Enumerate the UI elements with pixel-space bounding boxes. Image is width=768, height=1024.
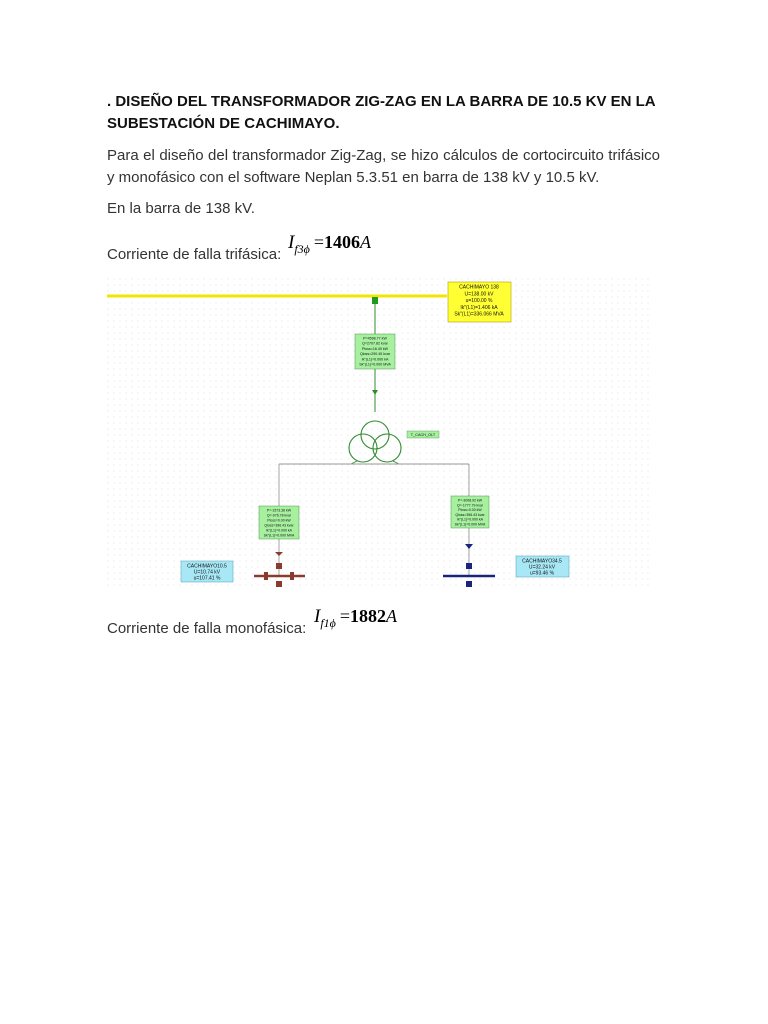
neplan-single-line-diagram [107,278,652,590]
bus_10_box-line: U=10.74 kV [193,569,221,576]
lv_result_box_left-line: Ik"(L1)=0.000 kA [265,528,293,533]
lv_result_box_right-line: Ik"(L1)=0.000 kA [456,517,484,522]
bus_34_box-line: U=32.24 kV [528,564,556,571]
bus_34_box-line: u=93.46 % [529,570,555,577]
lv_result_box_left-line: Ploss=0.00 kW [267,518,291,523]
hv-result-box[interactable] [355,334,395,369]
hv_result_box-line: Ploss=16.49 kW [361,346,389,351]
lv_result_box_left-line: Q=-976.78 kvar [266,513,292,518]
bus_138_box-line: Ik"(L1)=1.406 kA [460,304,498,311]
barra-text: En la barra de 138 kV. [107,200,255,217]
intro-paragraph: Para el diseño del transformador Zig-Zag, se hizo cálculos de cortocircuito trifásico y monofásico con el software Neplan 5.3.51 en barra de 138 kV y 10.5 kV. [107,147,660,186]
lv-right-breaker[interactable] [466,563,472,569]
lv_result_box_right-line: Q=-1777.79 kvar [456,503,484,508]
hv-breaker-node[interactable] [372,297,378,304]
bus_138_box-line: U=138.00 kV [464,291,494,298]
bus_34_box-line: CACHIMAYO34.5 [522,558,562,565]
lv_result_box_right-line: P=-3008.92 kW [457,498,483,503]
svg-text:T_CACH_OLT: T_CACH_OLT [410,433,436,438]
transformer-label-box [407,431,439,438]
lv_result_box_left-line: Qloss=396.43 kvar [264,523,294,528]
bus_138_box-line: CACHIMAYO 138 [459,284,499,291]
bus-34-info-box[interactable] [516,556,569,577]
bus-10-info-box[interactable] [181,561,233,582]
falla-monofasica-label: Corriente de falla monofásica: [107,620,307,637]
lv-left-breaker[interactable] [276,563,282,569]
bus-138-info-box[interactable] [448,282,511,322]
falla-trifasica-formula: $I_{f3\phi} =1406A$ [288,232,372,256]
section-heading: . DISEÑO DEL TRANSFORMADOR ZIG-ZAG EN LA BARRA DE 10.5 KV EN LA SUBESTACIÓN DE CACHIMAYO. [107,93,656,132]
hv_result_box-line: P=4598.77 kW [363,336,387,341]
falla-monofasica-formula: $I_{f1\phi} =1882A$ [314,606,398,630]
lv-left-result-box[interactable] [259,506,299,539]
hv_result_box-line: Q=2707.82 kvar [362,341,388,346]
lv-right-result-box[interactable] [451,496,489,528]
lv_result_box_right-line: Sk"(L1)=0.000 MVA [454,522,486,527]
bus_10_box-line: CACHIMAYO10.5 [187,563,227,570]
falla-trifasica-label: Corriente de falla trifásica: [107,246,282,263]
grid-background [107,278,652,590]
bus_138_box-line: u=100.00 % [465,298,493,305]
lv_result_box_right-line: Qloss=396.43 kvar [455,512,485,517]
lv-left-result-text [264,509,295,538]
lv_result_box_left-line: P=-1573.36 kW [266,508,292,513]
hv-result-text [359,337,391,367]
lv_result_box_left-line: Sk"(L1)=0.000 MVA [263,533,295,538]
hv_result_box-line: Qloss=290.45 kvar [359,352,391,357]
hv_result_box-line: Sk"(L1)=0.000 MVA [359,362,391,367]
hv_result_box-line: Ik"(L1)=0.000 kA [361,357,389,362]
lv-right-result-text [455,499,486,527]
lv_result_box_right-line: Ploss=0.00 kW [458,508,482,513]
bus_10_box-line: u=107.41 % [193,575,221,582]
bus_138_box-line: Sk"(L1)=336.066 MVA [454,311,504,318]
